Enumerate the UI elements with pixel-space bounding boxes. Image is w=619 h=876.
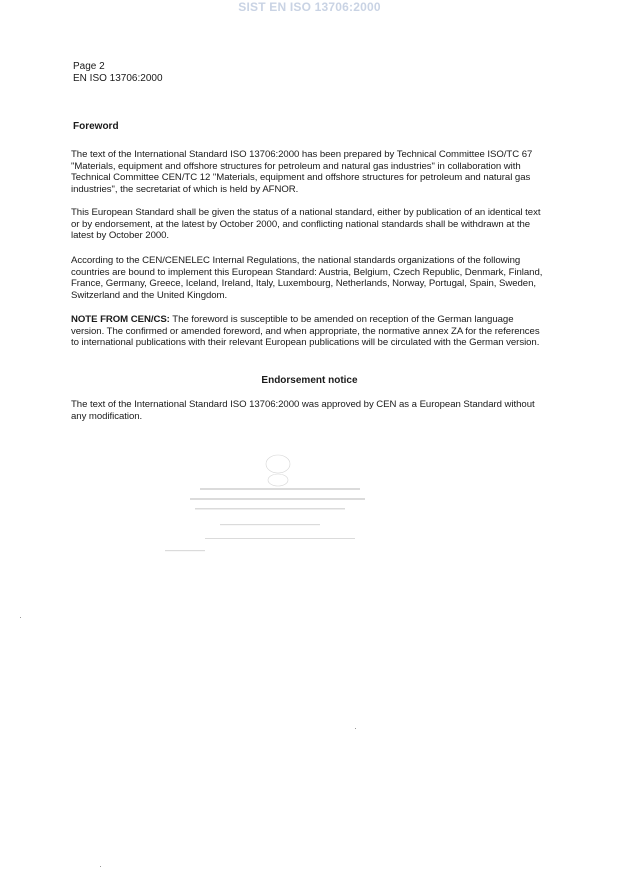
scan-speck: [100, 866, 101, 867]
scan-speck: [20, 617, 21, 618]
page-number: Page 2: [73, 61, 105, 72]
scan-speck: [355, 728, 356, 729]
document-id: EN ISO 13706:2000: [73, 73, 163, 84]
note-label: NOTE FROM CEN/CS:: [71, 314, 170, 325]
foreword-note: [71, 314, 549, 349]
foreword-paragraph-2: This European Standard shall be given the status of a national standard, either by publication of an identical text or by endorsement, at the latest by October 2000, and conflicting national standards shall be withdrawn at the latest by October 2000.: [71, 207, 541, 242]
endorsement-text: The text of the International Standard ISO 13706:2000 was approved by CEN as a European Standard without any modification.: [71, 399, 535, 422]
note-text: The foreword is susceptible to be amended on reception of the German language version. The confirmed or amended foreword, and when appropriate, the normative annex ZA for the references to international publications with their relevant European publications will be circulated with the German version.: [71, 314, 540, 349]
foreword-paragraph-3: According to the CEN/CENELEC Internal Regulations, the national standards organizations of the following countries are bound to implement this European Standard: Austria, Belgium, Czech Republic, Denmark, Finland, France, Germany, Greece, Iceland, Ireland, Italy, Luxembourg, Netherlands, Norway, Portugal, Spain, Sweden, Switzerland and the United Kingdom.: [71, 255, 543, 301]
faded-stamp-image: [160, 452, 375, 562]
watermark-text: SIST EN ISO 13706:2000: [238, 0, 381, 14]
page-header: [73, 61, 163, 85]
endorsement-heading: Endorsement notice: [261, 375, 358, 386]
foreword-paragraph-1: The text of the International Standard ISO 13706:2000 has been prepared by Technical Committee ISO/TC 67 "Materials, equipment and offshore structures for petroleum and natural gas industries" in collaboration with Technical Committee CEN/TC 12 "Materials, equipment and offshore structures for petroleum and natural gas industries", the secretariat of which is held by AFNOR.: [71, 149, 533, 195]
foreword-heading: Foreword: [73, 121, 119, 132]
